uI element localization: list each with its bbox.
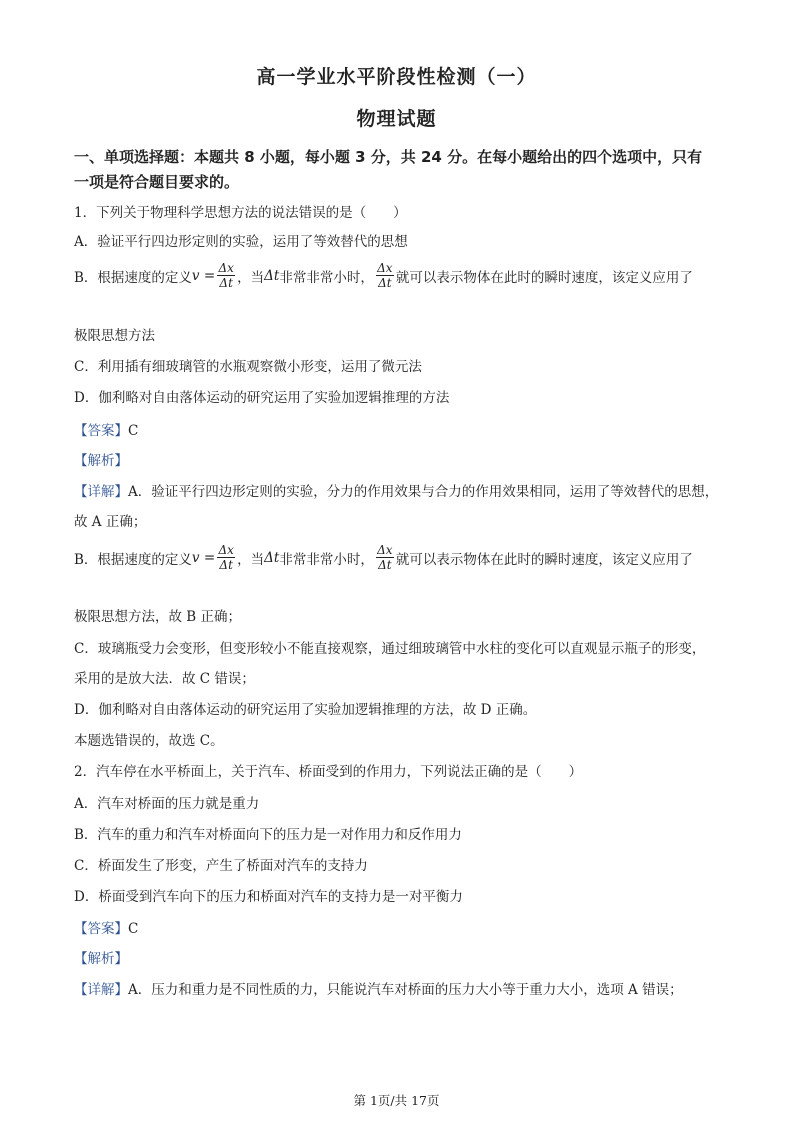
- fraction-denominator: Δt: [219, 276, 233, 290]
- fraction-denominator: Δt: [219, 558, 233, 572]
- velocity-symbol: v =: [191, 549, 216, 566]
- q2-option-c: C．桥面发生了形变，产生了桥面对汽车的支持力: [74, 858, 368, 874]
- fraction-numerator: Δx: [218, 543, 234, 557]
- velocity-symbol: v =: [191, 267, 216, 284]
- fraction-numerator: Δx: [377, 261, 393, 275]
- detail-a-text: A．压力和重力是不同性质的力，只能说汽车对桥面的压力大小等于重力大小，选项 A 错误；: [128, 982, 683, 998]
- q1-detail-a-cont: 故 A 正确；: [74, 514, 147, 530]
- velocity-formula: [192, 261, 237, 290]
- q1-analysis-tag: 【解析】: [74, 453, 128, 469]
- answer-tag: 【答案】: [74, 423, 128, 439]
- q2-answer: [74, 917, 138, 937]
- q1-option-b-mid: ，当: [237, 269, 265, 286]
- fraction-numerator: Δx: [377, 543, 393, 557]
- page-subtitle: 物理试题: [356, 108, 437, 130]
- fraction-dx-dt-3: [217, 543, 235, 572]
- q1-stem: 1．下列关于物理科学思想方法的说法错误的是（ ）: [74, 205, 407, 221]
- q1-answer: [74, 419, 138, 439]
- q1-option-a: A．验证平行四边形定则的实验，运用了等效替代的思想: [74, 234, 408, 250]
- q1-option-c: C．利用插有细玻璃管的水瓶观察微小形变，运用了微元法: [74, 359, 422, 375]
- answer-value: C: [128, 921, 139, 937]
- q1-detail-b-mid2: 非常非常小时，: [279, 551, 374, 568]
- detail-tag: 【详解】: [74, 982, 128, 998]
- q1-option-b-pre: B．根据速度的定义: [74, 269, 192, 286]
- q1-option-b-mid2: 非常非常小时，: [279, 269, 374, 286]
- q1-detail-a: [74, 480, 718, 500]
- answer-value: C: [128, 423, 139, 439]
- section-heading-line2: 一项是符合题目要求的。: [74, 173, 240, 191]
- page-footer: 第 1页/共 17页: [353, 1093, 440, 1108]
- q1-option-d: D．伽利略对自由落体运动的研究运用了实验加逻辑推理的方法: [74, 390, 450, 406]
- q1-detail-b-mid: ，当: [237, 551, 265, 568]
- q1-conclusion: 本题选错误的，故选 C。: [74, 733, 224, 749]
- page-title: 高一学业水平阶段性检测（一）: [256, 66, 537, 88]
- delta-t-symbol-2: Δt: [264, 549, 280, 566]
- q1-detail-c: C．玻璃瓶受力会变形，但变形较小不能直接观察，通过细玻璃管中水柱的变化可以直观显示瓶子的形变，: [74, 641, 706, 657]
- q1-option-b: [74, 261, 693, 290]
- q1-option-b-cont: 极限思想方法: [74, 328, 155, 344]
- q2-option-d: D．桥面受到汽车向下的压力和桥面对汽车的支持力是一对平衡力: [74, 889, 463, 905]
- q2-stem: 2．汽车停在水平桥面上，关于汽车、桥面受到的作用力，下列说法正确的是（ ）: [74, 764, 583, 780]
- fraction-dx-dt: [217, 261, 235, 290]
- section-heading-line1: 一、单项选择题：本题共 8 小题，每小题 3 分，共 24 分。在每小题给出的四个选项中，只有: [74, 148, 703, 166]
- q1-option-b-post: 就可以表示物体在此时的瞬时速度，该定义应用了: [395, 269, 693, 286]
- q1-detail-b-pre: B．根据速度的定义: [74, 551, 192, 568]
- fraction-dx-dt-2: [376, 261, 394, 290]
- fraction-denominator: Δt: [378, 558, 392, 572]
- detail-a-text: A．验证平行四边形定则的实验，分力的作用效果与合力的作用效果相同，运用了等效替代的思想，: [128, 484, 719, 500]
- fraction-dx-dt-4: [376, 543, 394, 572]
- q1-detail-b: [74, 543, 693, 572]
- q1-detail-c-cont: 采用的是放大法．故 C 错误；: [74, 671, 255, 687]
- q1-detail-b-post: 就可以表示物体在此时的瞬时速度，该定义应用了: [395, 551, 693, 568]
- q2-option-b: B．汽车的重力和汽车对桥面向下的压力是一对作用力和反作用力: [74, 827, 462, 843]
- delta-t-symbol: Δt: [264, 267, 280, 284]
- velocity-formula-2: [192, 543, 237, 572]
- q1-detail-d: D．伽利略对自由落体运动的研究运用了实验加逻辑推理的方法，故 D 正确。: [74, 702, 537, 718]
- fraction-denominator: Δt: [378, 276, 392, 290]
- fraction-numerator: Δx: [218, 261, 234, 275]
- q1-detail-b-cont: 极限思想方法，故 B 正确；: [74, 609, 242, 625]
- q2-analysis-tag: 【解析】: [74, 951, 128, 967]
- q2-option-a: A．汽车对桥面的压力就是重力: [74, 796, 260, 812]
- detail-tag: 【详解】: [74, 484, 128, 500]
- answer-tag: 【答案】: [74, 921, 128, 937]
- q2-detail-a: [74, 978, 683, 998]
